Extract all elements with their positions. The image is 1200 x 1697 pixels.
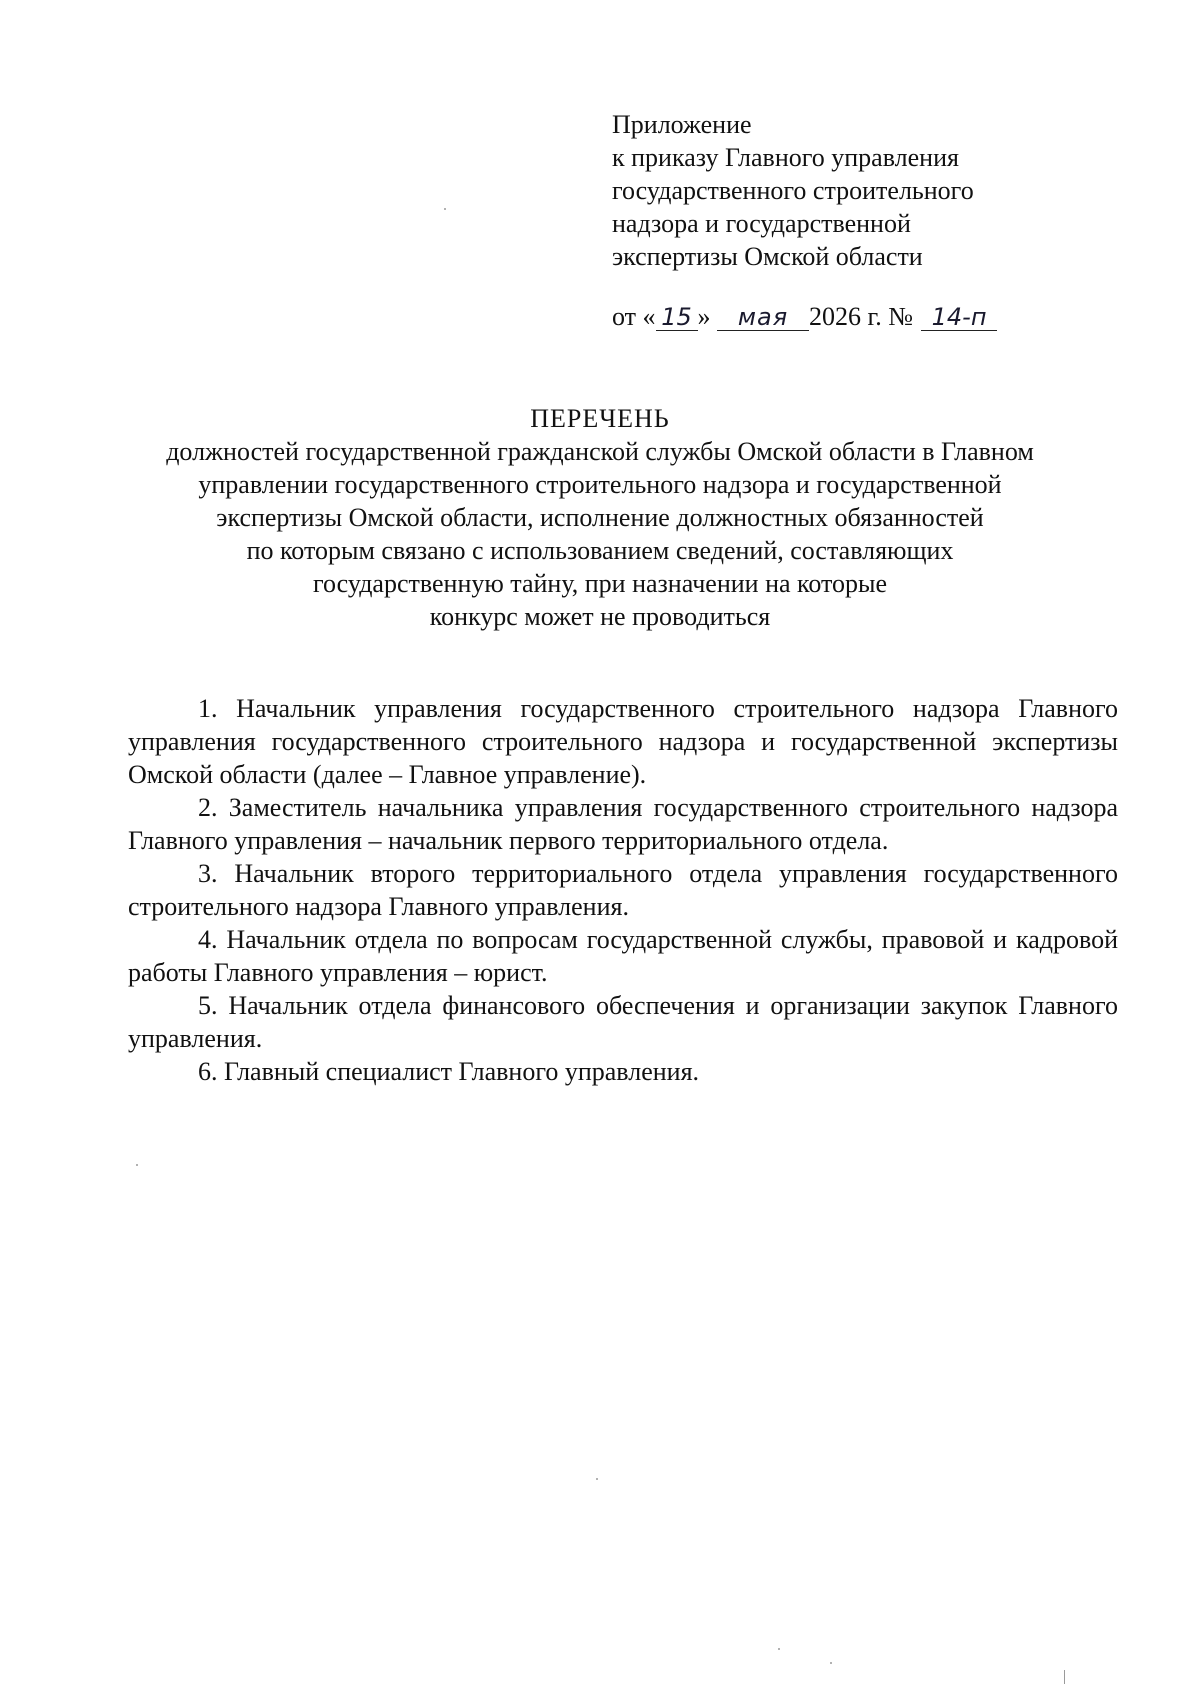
list-item: 1. Начальник управления государственного строительного надзора Главного управления государственного строительного надзора и государственной экспертизы Омской области (далее – Главное управление). — [128, 694, 1118, 789]
order-month-handwritten: мая — [717, 304, 809, 331]
order-number-handwritten: 14-п — [921, 304, 997, 331]
scan-speck — [1064, 1670, 1065, 1684]
appendix-header — [612, 108, 1132, 273]
list-item: 6. Главный специалист Главного управления. — [198, 1057, 700, 1086]
heading-line: экспертизы Омской области, исполнение должностных обязанностей — [216, 503, 984, 532]
order-from-label: от « — [612, 302, 656, 331]
positions-list — [128, 692, 1118, 1088]
heading-line: государственную тайну, при назначении на которые — [312, 569, 888, 598]
appendix-line: государственного строительного — [612, 176, 974, 205]
appendix-line: надзора и государственной — [612, 209, 911, 238]
heading-line: конкурс может не проводиться — [429, 602, 771, 631]
appendix-line: Приложение — [612, 110, 752, 139]
order-year-label: 2026 г. № — [809, 302, 914, 331]
list-item: 5. Начальник отдела финансового обеспечения и организации закупок Главного управления. — [128, 991, 1118, 1053]
order-day-handwritten: 15 — [656, 304, 698, 331]
document-heading — [100, 402, 1100, 633]
scan-speck — [444, 208, 446, 210]
list-item: 2. Заместитель начальника управления государственного строительного надзора Главного управления – начальник первого территориального отдела. — [128, 793, 1118, 855]
appendix-line: к приказу Главного управления — [612, 143, 959, 172]
order-reference — [612, 300, 1132, 333]
order-quote-close: » — [697, 302, 711, 331]
scan-speck — [830, 1662, 832, 1664]
heading-line: по которым связано с использованием сведений, составляющих — [246, 536, 954, 565]
scan-speck — [778, 1648, 780, 1650]
list-item: 3. Начальник второго территориального отдела управления государственного строительного надзора Главного управления. — [128, 859, 1118, 921]
document-title: ПЕРЕЧЕНЬ — [530, 404, 670, 433]
heading-line: управлении государственного строительного надзора и государственной — [198, 470, 1002, 499]
scan-speck — [136, 1164, 138, 1166]
list-item: 4. Начальник отдела по вопросам государственной службы, правовой и кадровой работы Главного управления – юрист. — [128, 925, 1118, 987]
appendix-line: экспертизы Омской области — [612, 242, 923, 271]
scan-speck — [596, 1478, 598, 1480]
heading-line: должностей государственной гражданской службы Омской области в Главном — [166, 437, 1034, 466]
